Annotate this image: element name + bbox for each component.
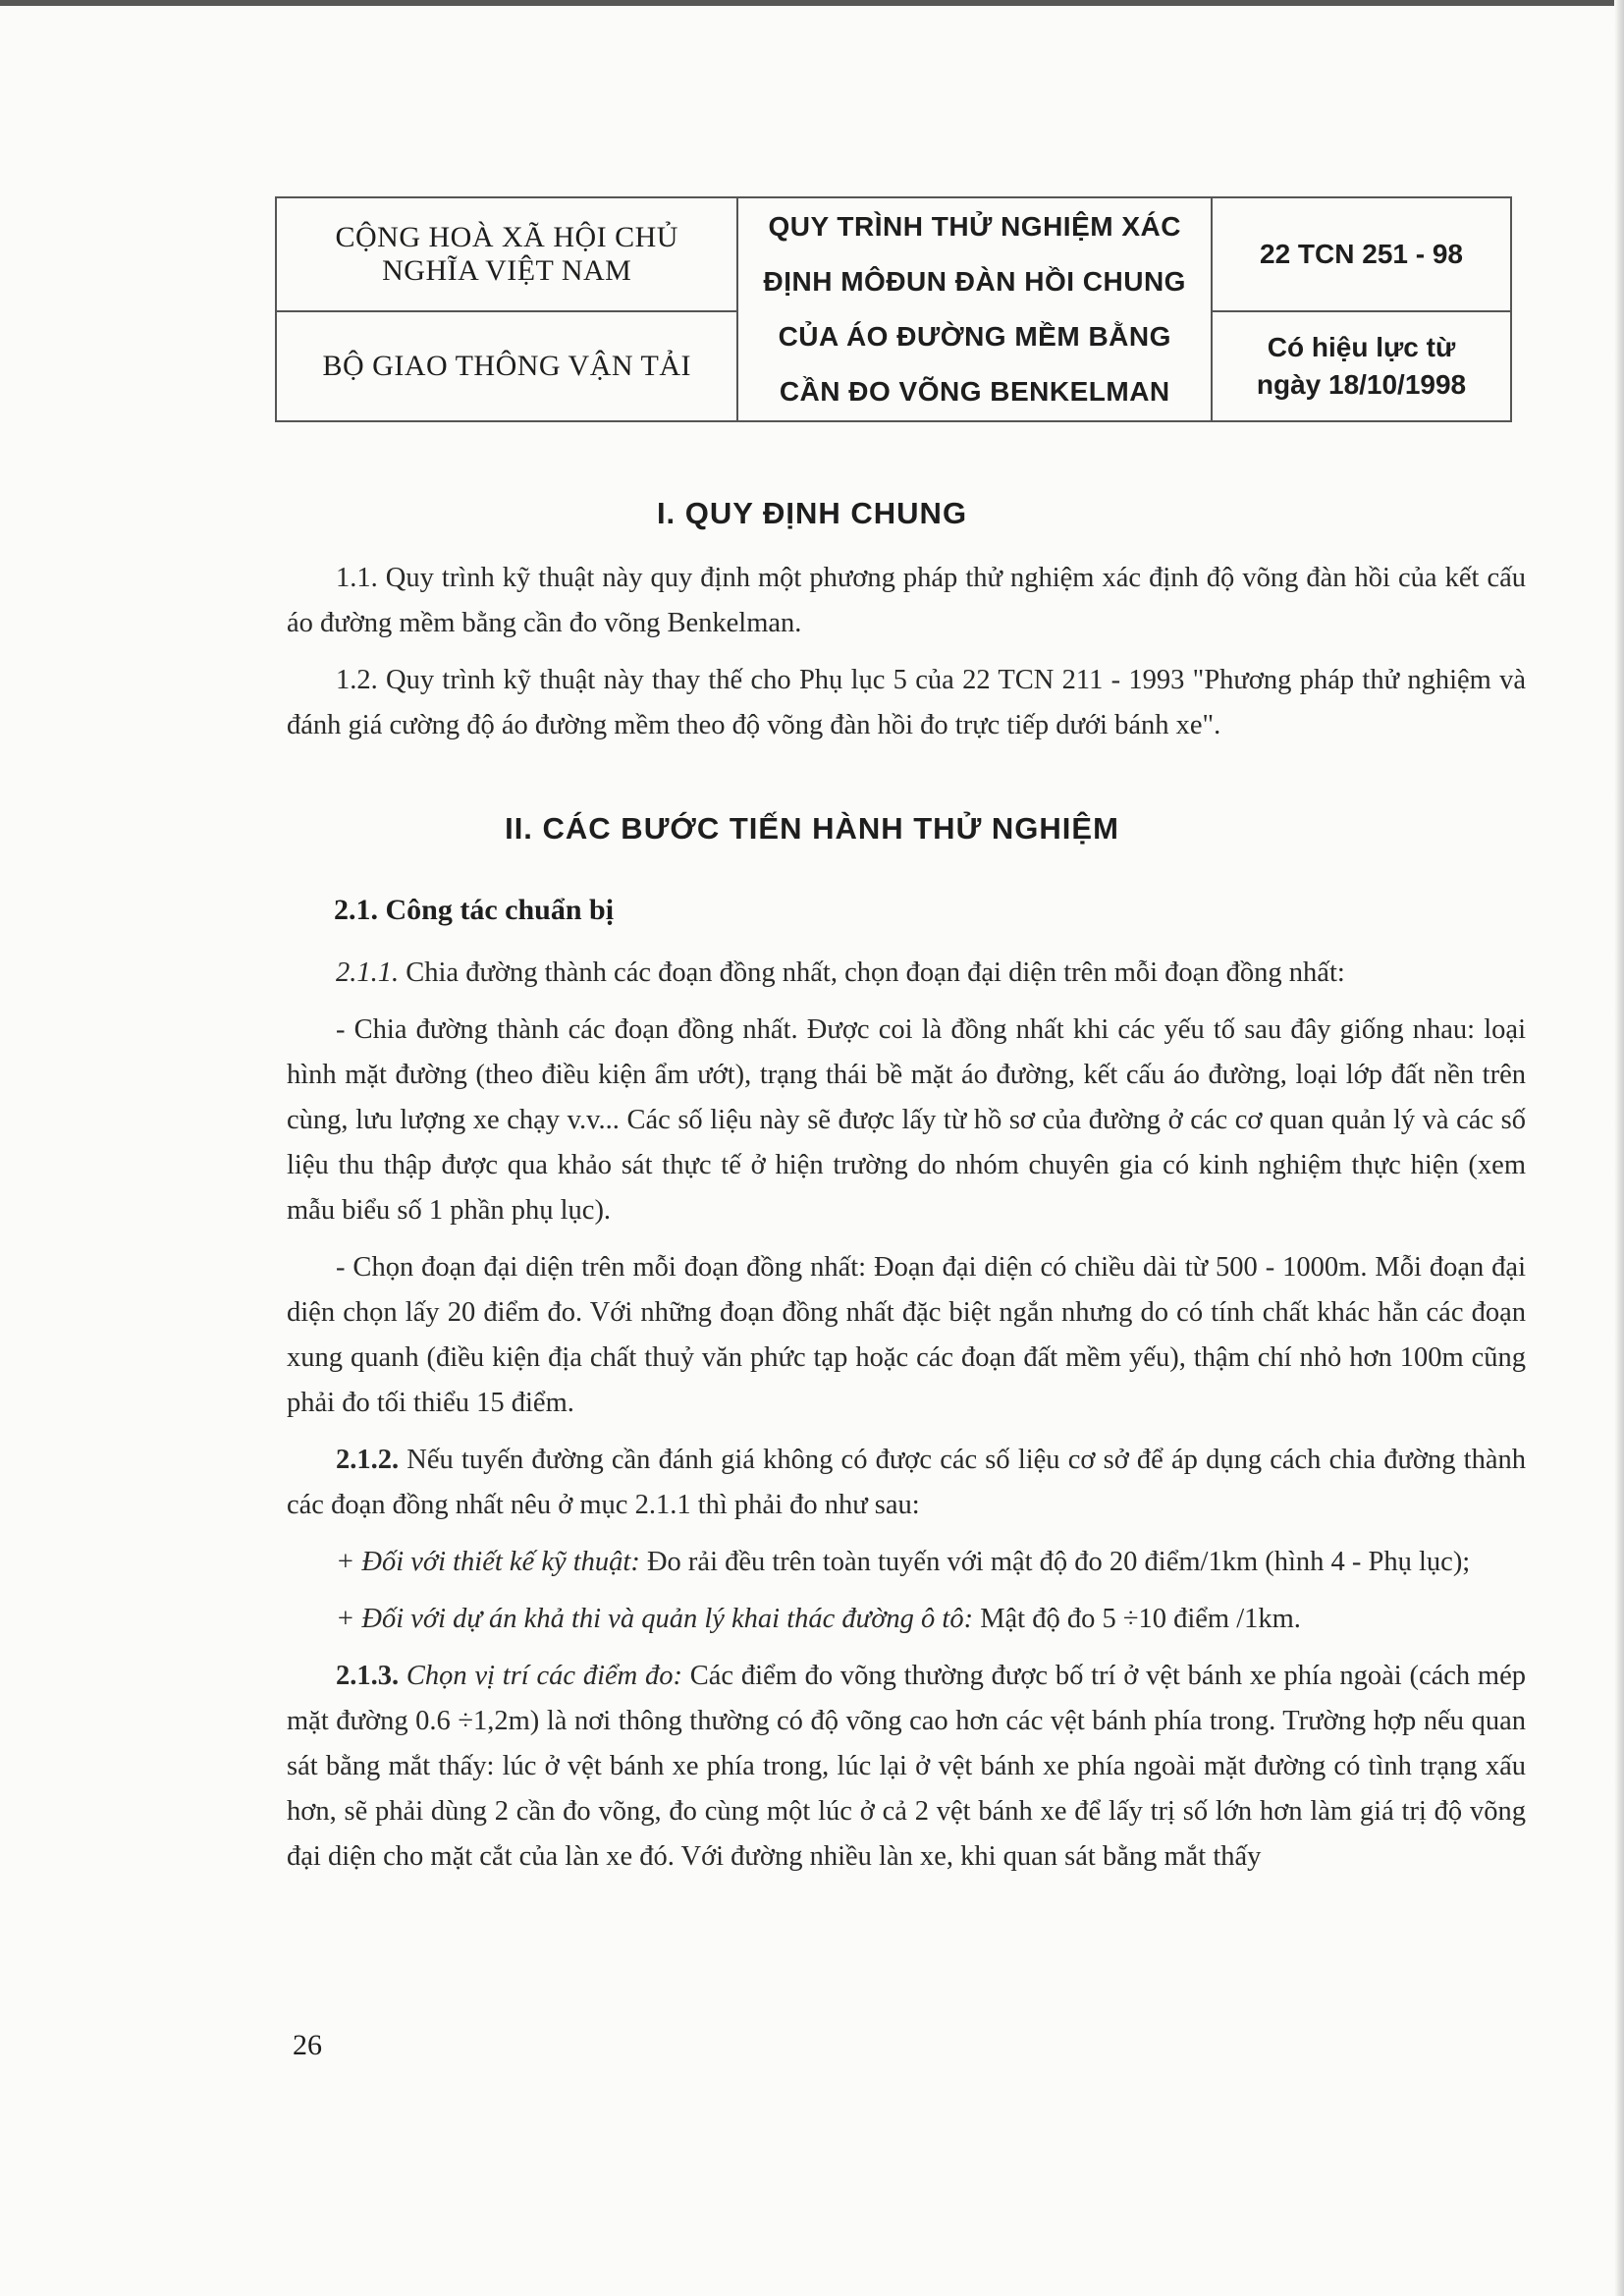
effective-line2: ngày 18/10/1998 — [1256, 369, 1467, 400]
document-header-table — [275, 196, 1512, 422]
header-country-line1: CỘNG HOÀ XÃ HỘI CHỦ — [335, 221, 678, 253]
section1-body — [287, 556, 1526, 748]
paragraph-2-1-2-b-text: Mật độ đo 5 ÷10 điểm /1km. — [973, 1604, 1301, 1634]
paragraph-2-1-2 — [287, 1438, 1526, 1528]
header-code-cell — [1212, 197, 1511, 311]
paragraph-1-1-text: Quy trình kỹ thuật này quy định một phương pháp thử nghiệm xác định độ võng đàn hồi của kết cấu áo đường mềm bằng cần đo võng Benkelman. — [287, 563, 1526, 638]
header-effective-cell — [1212, 311, 1511, 421]
subsection-2-1-title: 2.1. Công tác chuẩn bị — [334, 894, 615, 926]
paragraph-2-1-3-lead: Chọn vị trí các điểm đo: — [399, 1661, 682, 1691]
paragraph-2-1-2-a — [287, 1540, 1526, 1585]
paragraph-1-1-number: 1.1. — [336, 563, 378, 593]
paragraph-2-1-2-b-lead: + Đối với dự án khả thi và quản lý khai thác đường ô tô: — [336, 1604, 974, 1634]
header-title-line2: ĐỊNH MÔĐUN ĐÀN HỒI CHUNG — [763, 266, 1186, 297]
paragraph-2-1-2-text: Nếu tuyến đường cần đánh giá không có được các số liệu cơ sở để áp dụng cách chia đường thành các đoạn đồng nhất nêu ở mục 2.1.1 thì phải đo như sau: — [287, 1445, 1526, 1520]
paragraph-2-1-2-a-text: Đo rải đều trên toàn tuyến với mật độ đo 20 điểm/1km (hình 4 - Phụ lục); — [639, 1547, 1471, 1577]
section2-body — [287, 951, 1526, 1880]
effective-line1: Có hiệu lực từ — [1267, 332, 1456, 362]
header-title-line3: CỦA ÁO ĐƯỜNG MỀM BẰNG — [778, 321, 1171, 352]
header-title-cell — [737, 197, 1212, 421]
section2-title: II. CÁC BƯỚC TIẾN HÀNH THỬ NGHIỆM — [505, 811, 1119, 846]
paragraph-1-2-text: Quy trình kỹ thuật này thay thế cho Phụ lục 5 của 22 TCN 211 - 1993 "Phương pháp thử nghiệm và đánh giá cường độ áo đường mềm theo độ võng đàn hồi đo trực tiếp dưới bánh xe". — [287, 665, 1526, 740]
paragraph-2-1-2-number: 2.1.2. — [336, 1445, 400, 1475]
paragraph-2-1-3 — [287, 1654, 1526, 1880]
paragraph-1-2 — [287, 658, 1526, 748]
paragraph-2-1-3-text: Các điểm đo võng thường được bố trí ở vệt bánh xe phía ngoài (cách mép mặt đường 0.6 ÷1,2m) là nơi thông thường có độ võng cao hơn các vệt bánh phía trong. Trường hợp nếu quan sát bằng mắt thấy: lúc ở vệt bánh xe phía trong, lúc lại ở vệt bánh xe phía ngoài mặt đường có tình trạng xấu hơn, sẽ phải dùng 2 cần đo võng, đo cùng một lúc ở cả 2 vệt bánh xe để lấy trị số lớn hơn làm giá trị độ võng đại diện cho mặt cắt của làn xe đó. Với đường nhiều làn xe, khi quan sát bằng mắt thấy — [287, 1661, 1527, 1872]
paragraph-1-1 — [287, 556, 1526, 646]
header-ministry-cell — [276, 311, 737, 421]
paragraph-2-1-1-b: - Chọn đoạn đại diện trên mỗi đoạn đồng nhất: Đoạn đại diện có chiều dài từ 500 - 1000m. Mỗi đoạn đại diện chọn lấy 20 điểm đo. Với những đoạn đồng nhất đặc biệt ngắn nhưng do có tính chất khác hẳn các đoạn xung quanh (điều kiện địa chất thuỷ văn phức tạp hoặc các đoạn đất mềm yếu), thậm chí nhỏ hơn 100m cũng phải đo tối thiểu 15 điểm. — [287, 1252, 1526, 1418]
paragraph-2-1-1-a: - Chia đường thành các đoạn đồng nhất. Được coi là đồng nhất khi các yếu tố sau đây giống nhau: loại hình mặt đường (theo điều kiện ẩm ướt), trạng thái bề mặt áo đường, kết cấu áo đường, loại lớp đất nền trên cùng, lưu lượng xe chạy v.v... Các số liệu này sẽ được lấy từ hồ sơ của đường ở các cơ quan quản lý và các số liệu thu thập được qua khảo sát thực tế ở hiện trường do nhóm chuyên gia có kinh nghiệm thực hiện (xem mẫu biểu số 1 phần phụ lục). — [287, 1014, 1526, 1226]
page-number: 26 — [293, 2029, 322, 2061]
section1-title: I. QUY ĐỊNH CHUNG — [656, 496, 968, 530]
header-title-line1: QUY TRÌNH THỬ NGHIỆM XÁC — [768, 211, 1181, 242]
header-title-line4: CẦN ĐO VÕNG BENKELMAN — [779, 376, 1170, 407]
paragraph-1-2-number: 1.2. — [336, 665, 378, 695]
scan-right-edge — [1614, 0, 1624, 2296]
scan-top-edge — [0, 0, 1624, 6]
paragraph-2-1-2-b — [287, 1597, 1526, 1642]
paragraph-2-1-1-number: 2.1.1. — [336, 957, 400, 988]
paragraph-2-1-1 — [287, 951, 1526, 996]
ministry-name: BỘ GIAO THÔNG VẬN TẢI — [322, 350, 691, 382]
standard-code: 22 TCN 251 - 98 — [1260, 239, 1463, 269]
header-country-cell — [276, 197, 737, 311]
paragraph-2-1-2-a-lead: + Đối với thiết kế kỹ thuật: — [336, 1547, 640, 1577]
paragraph-2-1-1-text: Chia đường thành các đoạn đồng nhất, chọn đoạn đại diện trên mỗi đoạn đồng nhất: — [399, 957, 1345, 988]
header-country-line2: NGHĨA VIỆT NAM — [382, 254, 632, 287]
paragraph-2-1-3-number: 2.1.3. — [336, 1661, 400, 1691]
